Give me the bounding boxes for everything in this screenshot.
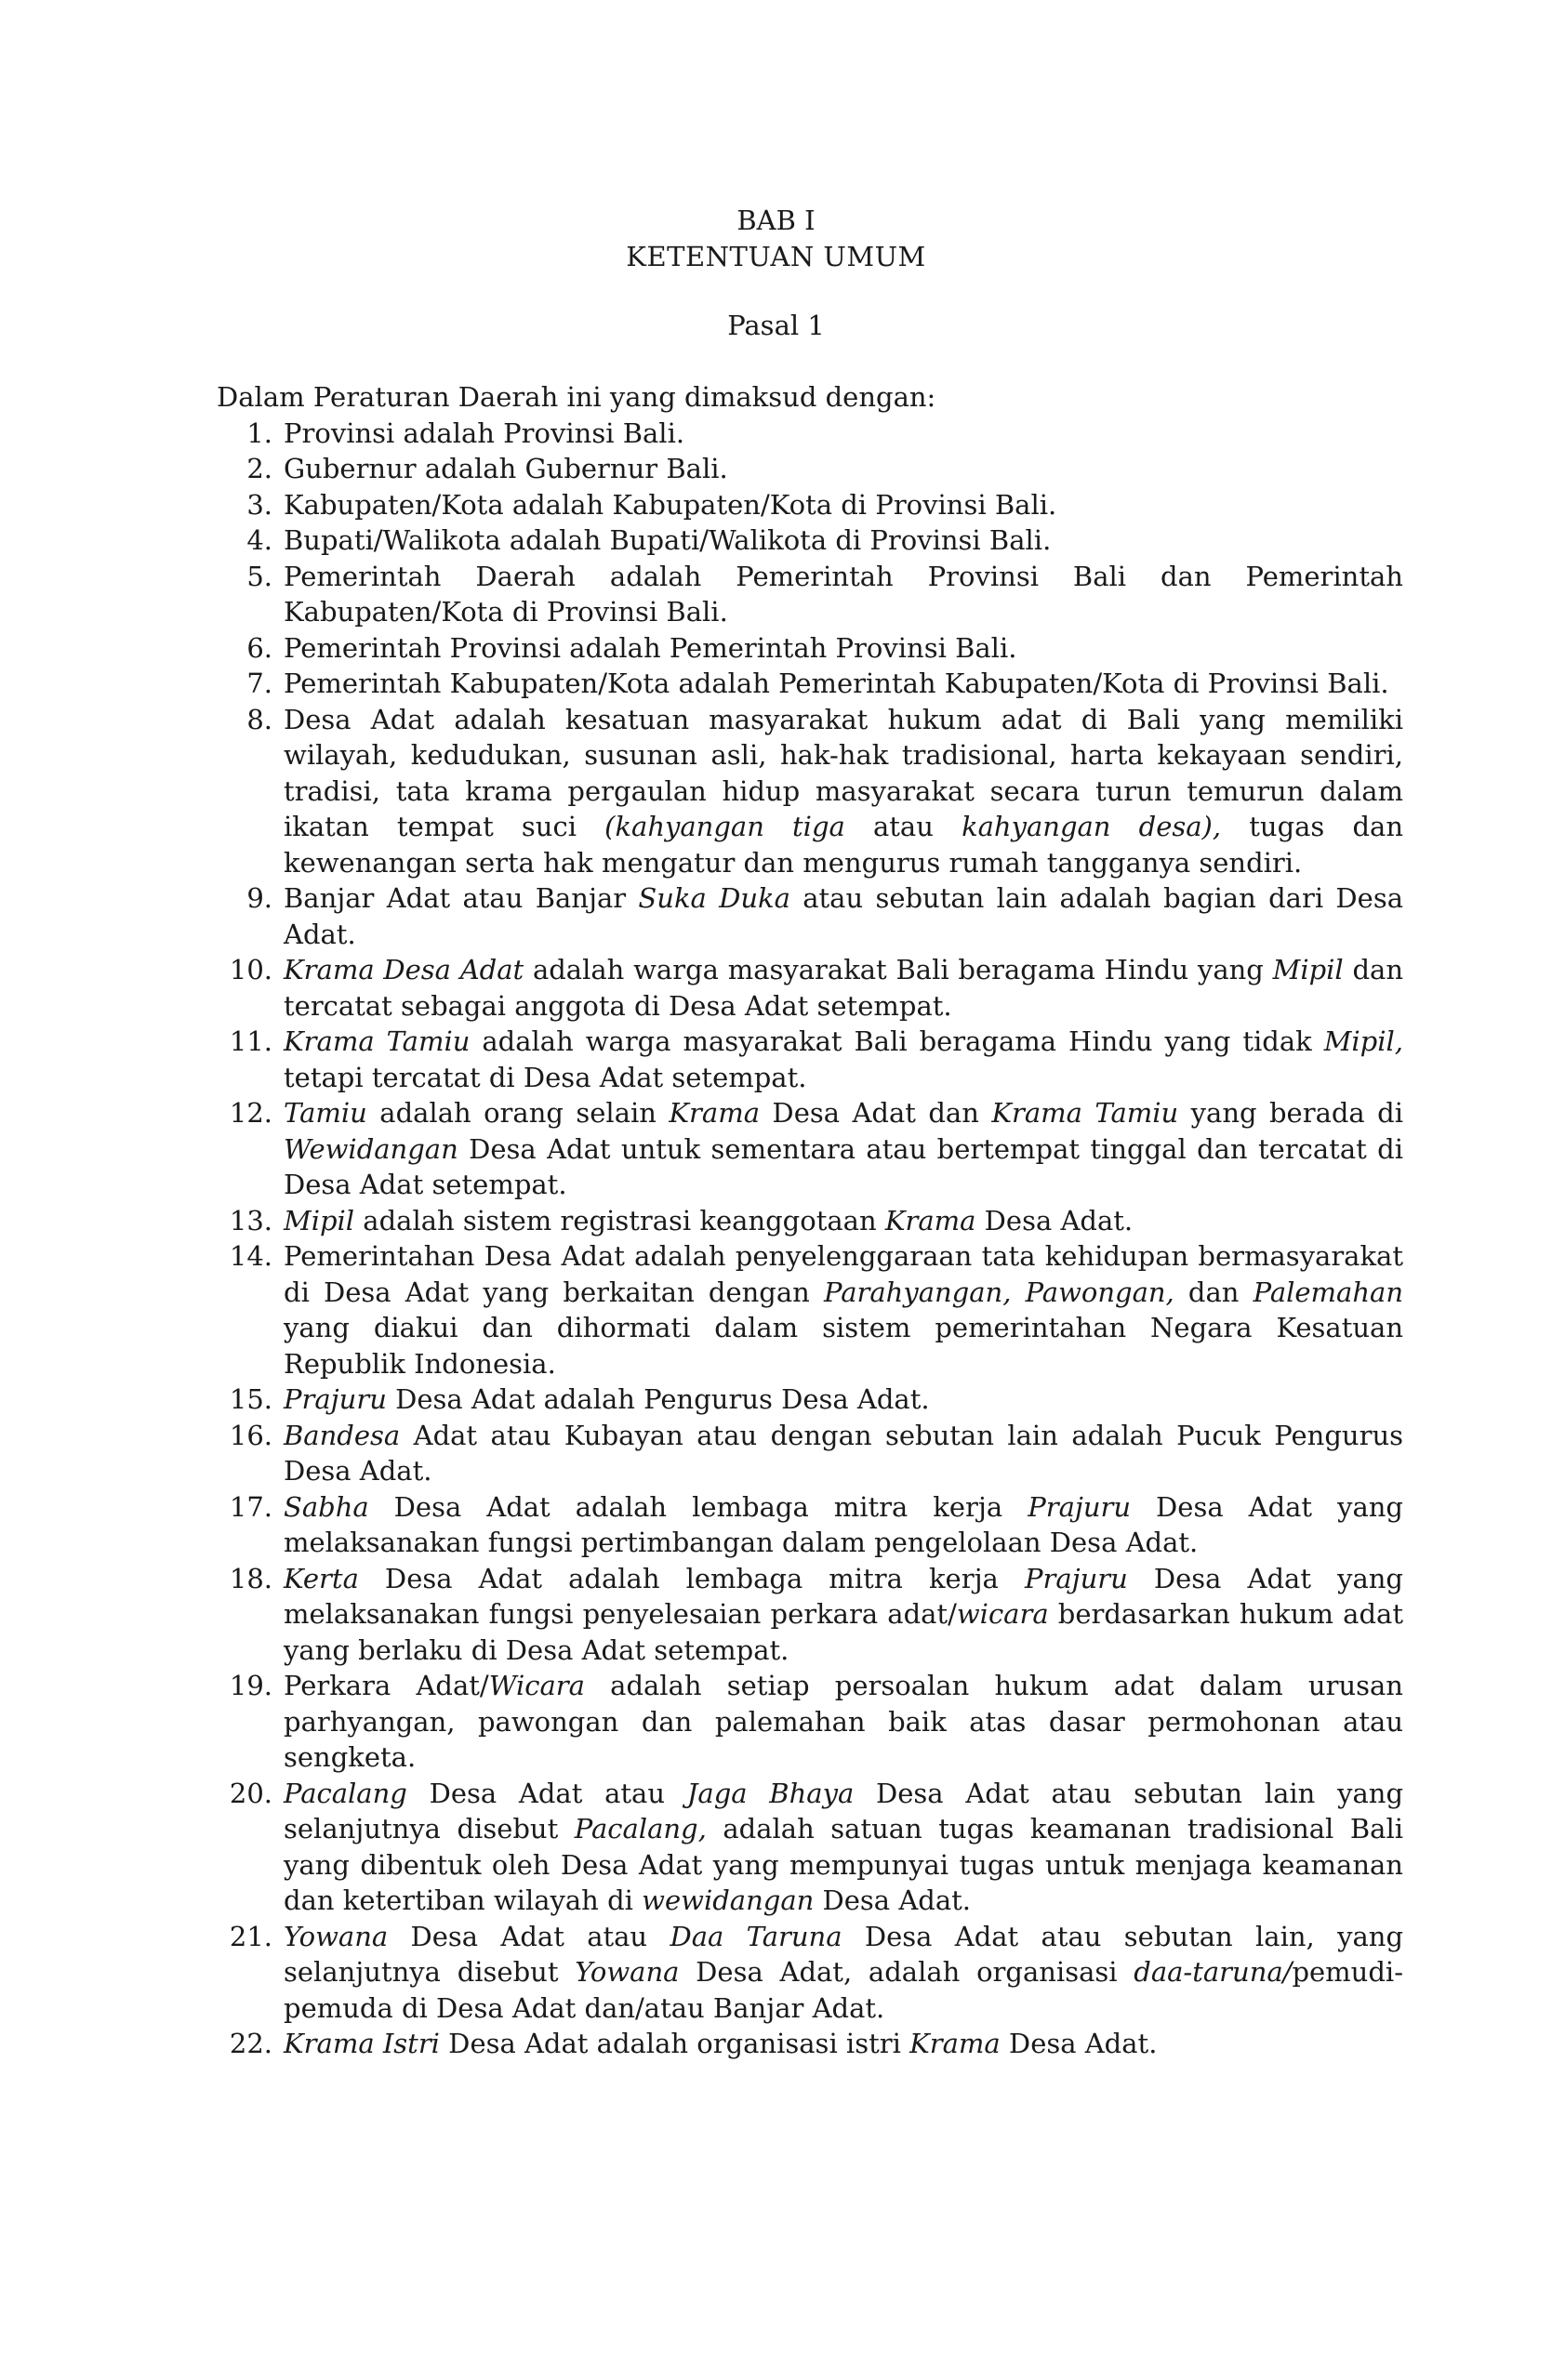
definition-number: 8. bbox=[246, 703, 272, 735]
definition-list bbox=[217, 416, 1403, 2062]
definition-number: 19. bbox=[229, 1670, 272, 1701]
italic-term: Wewidangan bbox=[284, 1132, 458, 1165]
italic-term: Prajuru bbox=[1024, 1562, 1128, 1594]
definition-text bbox=[284, 559, 1403, 630]
italic-term: wewidangan bbox=[642, 1884, 815, 1916]
definition-text bbox=[284, 1561, 1403, 1669]
definition-item bbox=[217, 1561, 1403, 1669]
italic-term: Daa Taruna bbox=[670, 1920, 842, 1952]
definition-text bbox=[284, 1668, 1403, 1776]
text-segment: Desa Adat yang melaksanakan fungsi pertimbangan dalam pengelolaan Desa Adat. bbox=[284, 1490, 1403, 1558]
definition-item bbox=[217, 1238, 1403, 1382]
italic-term: Yowana bbox=[575, 1956, 680, 1988]
italic-term: kahyangan desa), bbox=[962, 811, 1222, 842]
text-segment: Banjar Adat atau Banjar bbox=[284, 882, 639, 914]
definition-number: 7. bbox=[246, 668, 272, 699]
definition-item bbox=[217, 451, 1403, 487]
text-segment: Provinsi adalah Provinsi Bali. bbox=[284, 416, 685, 449]
definition-text bbox=[284, 487, 1403, 523]
definition-item bbox=[217, 952, 1403, 1024]
italic-term: Mipil bbox=[1272, 954, 1344, 985]
definition-item bbox=[217, 559, 1403, 630]
italic-term: Prajuru bbox=[284, 1383, 387, 1415]
definition-item bbox=[217, 1203, 1403, 1239]
text-segment: Desa Adat. bbox=[814, 1884, 971, 1916]
article-title: Pasal 1 bbox=[727, 310, 825, 341]
definition-number: 20. bbox=[229, 1777, 272, 1809]
text-segment: atau sebutan lain adalah bagian dari Desa Adat. bbox=[284, 882, 1403, 950]
text-segment: Gubernur adalah Gubernur Bali. bbox=[284, 453, 728, 484]
italic-term: Krama Desa Adat bbox=[284, 954, 524, 985]
definition-number: 1. bbox=[246, 416, 272, 449]
italic-term: Tamiu bbox=[284, 1097, 367, 1129]
definition-text bbox=[284, 522, 1403, 559]
definition-text bbox=[284, 1776, 1403, 1919]
definition-number: 11. bbox=[229, 1025, 272, 1057]
text-segment: Desa Adat, adalah organisasi bbox=[679, 1956, 1134, 1988]
italic-term: Mipil, bbox=[1323, 1025, 1403, 1057]
definition-text bbox=[284, 1238, 1403, 1382]
text-segment: pemudi-pemuda di Desa Adat dan/atau Banjar Adat. bbox=[284, 1956, 1403, 2024]
text-segment: Desa Adat atau bbox=[406, 1777, 687, 1809]
definition-text bbox=[284, 451, 1403, 487]
definition-number: 3. bbox=[246, 488, 272, 521]
text-segment: yang diakui dan dihormati dalam sistem pemerintahan Negara Kesatuan Republik Indonesia. bbox=[284, 1312, 1403, 1380]
definition-text bbox=[284, 952, 1403, 1024]
definition-item bbox=[217, 1668, 1403, 1776]
italic-term: (kahyangan tiga bbox=[604, 811, 845, 842]
definition-item bbox=[217, 1418, 1403, 1489]
text-segment: dan tercatat sebagai anggota di Desa Adat setempat. bbox=[284, 954, 1404, 1022]
definition-item bbox=[217, 1489, 1403, 1561]
italic-term: Palemahan bbox=[1253, 1276, 1403, 1308]
text-segment: Perkara Adat/ bbox=[284, 1670, 489, 1701]
text-segment: adalah sistem registrasi keanggotaan bbox=[354, 1204, 885, 1236]
definition-number: 2. bbox=[246, 453, 272, 484]
italic-term: Krama bbox=[909, 2028, 1001, 2059]
definition-item bbox=[217, 1919, 1403, 2027]
text-segment: Kabupaten/Kota adalah Kabupaten/Kota di Provinsi Bali. bbox=[284, 488, 1057, 521]
definition-item bbox=[217, 2026, 1403, 2062]
definition-number: 21. bbox=[229, 1920, 272, 1952]
italic-term: Kerta bbox=[284, 1562, 359, 1594]
text-segment: berdasarkan hukum adat yang berlaku di Desa Adat setempat. bbox=[284, 1598, 1403, 1666]
definition-number: 14. bbox=[229, 1240, 272, 1272]
italic-term: Krama bbox=[884, 1204, 976, 1236]
italic-term: Bandesa bbox=[284, 1419, 401, 1451]
definition-item bbox=[217, 1776, 1403, 1919]
text-segment: Desa Adat adalah lembaga mitra kerja bbox=[358, 1562, 1025, 1594]
definition-text bbox=[284, 1489, 1403, 1561]
definition-number: 13. bbox=[229, 1204, 272, 1236]
intro-text: Dalam Peraturan Daerah ini yang dimaksud dengan: bbox=[217, 381, 936, 413]
definition-text bbox=[284, 1203, 1403, 1239]
definition-text bbox=[284, 2026, 1403, 2062]
italic-term: Prajuru bbox=[1028, 1490, 1132, 1523]
text-segment: Desa Adat atau bbox=[388, 1920, 670, 1952]
definition-text bbox=[284, 880, 1403, 952]
text-segment: adalah warga masyarakat Bali beragama Hindu yang bbox=[524, 954, 1273, 985]
italic-term: Krama bbox=[669, 1097, 760, 1129]
italic-term: Pacalang, bbox=[574, 1813, 707, 1844]
text-segment: tugas dan kewenangan serta hak mengatur dan mengurus rumah tangganya sendiri. bbox=[284, 811, 1403, 879]
text-segment: dan bbox=[1174, 1276, 1254, 1308]
text-segment: tetapi tercatat di Desa Adat setempat. bbox=[284, 1061, 807, 1093]
italic-term: Mipil bbox=[284, 1204, 355, 1236]
definition-text bbox=[284, 1024, 1403, 1095]
italic-term: wicara bbox=[956, 1598, 1049, 1630]
definition-item bbox=[217, 1382, 1403, 1418]
italic-term: Parahyangan, Pawongan, bbox=[823, 1276, 1174, 1308]
italic-term: Krama Tamiu bbox=[991, 1097, 1179, 1129]
italic-term: Suka Duka bbox=[638, 882, 790, 914]
text-segment: Pemerintah Kabupaten/Kota adalah Pemerintah Kabupaten/Kota di Provinsi Bali. bbox=[284, 668, 1389, 699]
italic-term: Jaga Bhaya bbox=[686, 1777, 855, 1809]
definition-number: 10. bbox=[229, 954, 272, 985]
definition-number: 9. bbox=[246, 882, 272, 914]
definition-text bbox=[284, 1095, 1403, 1203]
article-body bbox=[217, 379, 1403, 2062]
italic-term: Krama Tamiu bbox=[284, 1025, 471, 1057]
definition-item bbox=[217, 416, 1403, 452]
italic-term: Krama Istri bbox=[284, 2028, 440, 2059]
definition-number: 15. bbox=[229, 1383, 272, 1415]
text-segment: Adat atau Kubayan atau dengan sebutan lain adalah Pucuk Pengurus Desa Adat. bbox=[284, 1419, 1403, 1487]
definition-item bbox=[217, 1095, 1403, 1203]
definition-text bbox=[284, 1919, 1403, 2027]
italic-term: Sabha bbox=[284, 1490, 369, 1523]
text-segment: Pemerintah Provinsi adalah Pemerintah Provinsi Bali. bbox=[284, 631, 1017, 664]
italic-term: daa-taruna/ bbox=[1134, 1956, 1293, 1988]
text-segment: Desa Adat. bbox=[1000, 2028, 1158, 2059]
text-segment: adalah satuan tugas keamanan tradisional Bali yang dibentuk oleh Desa Adat yang mempunyai tugas untuk menjaga keamanan dan ketertiban wilayah di bbox=[284, 1813, 1403, 1916]
definition-number: 5. bbox=[246, 560, 272, 592]
text-segment: Pemerintah Daerah adalah Pemerintah Provinsi Bali dan Pemerintah Kabupaten/Kota di Provinsi Bali. bbox=[284, 560, 1403, 628]
definition-number: 12. bbox=[229, 1097, 272, 1129]
text-segment: Desa Adat atau sebutan lain yang selanjutnya disebut bbox=[284, 1777, 1404, 1844]
text-segment: adalah orang selain bbox=[366, 1097, 670, 1129]
definition-text bbox=[284, 416, 1403, 452]
definition-text bbox=[284, 630, 1403, 667]
text-segment: atau bbox=[844, 811, 962, 842]
text-segment: Desa Adat adalah organisasi istri bbox=[439, 2028, 910, 2059]
definition-number: 4. bbox=[246, 524, 272, 556]
definition-number: 6. bbox=[246, 631, 272, 664]
definition-number: 17. bbox=[229, 1490, 272, 1523]
text-segment: Desa Adat yang melaksanakan fungsi penyelesaian perkara adat/ bbox=[284, 1562, 1403, 1630]
text-segment: Desa Adat adalah lembaga mitra kerja bbox=[368, 1490, 1028, 1523]
text-segment: Desa Adat adalah kesatuan masyarakat hukum adat di Bali yang memiliki wilayah, kedudukan, susunan asli, hak-hak tradisional, harta kekayaan sendiri, tradisi, tata krama pergaulan hidup masyarakat secara turun temurun dalam ikatan tempat suci bbox=[284, 703, 1403, 842]
text-segment: Pemerintahan Desa Adat adalah penyelenggaraan tata kehidupan bermasyarakat di Desa Adat yang berkaitan dengan bbox=[284, 1240, 1403, 1308]
definition-text bbox=[284, 1382, 1403, 1418]
definition-text bbox=[284, 702, 1403, 881]
text-segment: Desa Adat atau sebutan lain, yang selanjutnya disebut bbox=[284, 1920, 1404, 1988]
text-segment: Bupati/Walikota adalah Bupati/Walikota di Provinsi Bali. bbox=[284, 524, 1052, 556]
text-segment: Desa Adat dan bbox=[760, 1097, 992, 1129]
text-segment: adalah warga masyarakat Bali beragama Hindu yang tidak bbox=[470, 1025, 1324, 1057]
text-segment: Desa Adat adalah Pengurus Desa Adat. bbox=[386, 1383, 930, 1415]
definition-item bbox=[217, 880, 1403, 952]
chapter-number: BAB I bbox=[736, 205, 816, 236]
text-segment: yang berada di bbox=[1178, 1097, 1403, 1129]
definition-item bbox=[217, 702, 1403, 881]
italic-term: Yowana bbox=[284, 1920, 389, 1952]
definition-text bbox=[284, 666, 1403, 702]
text-segment: Desa Adat untuk sementara atau bertempat tinggal dan tercatat di Desa Adat setempat. bbox=[284, 1132, 1403, 1200]
definition-number: 18. bbox=[229, 1562, 272, 1594]
text-segment: Desa Adat. bbox=[975, 1204, 1134, 1236]
definition-item bbox=[217, 630, 1403, 667]
chapter-title: KETENTUAN UMUM bbox=[626, 241, 926, 272]
italic-term: Wicara bbox=[488, 1670, 585, 1701]
italic-term: Pacalang bbox=[284, 1777, 407, 1809]
definition-item bbox=[217, 487, 1403, 523]
definition-item bbox=[217, 666, 1403, 702]
definition-item bbox=[217, 522, 1403, 559]
definition-number: 22. bbox=[229, 2028, 272, 2059]
text-segment: adalah setiap persoalan hukum adat dalam urusan parhyangan, pawongan dan palemahan baik atas dasar permohonan atau sengketa. bbox=[284, 1670, 1403, 1773]
definition-item bbox=[217, 1024, 1403, 1095]
definition-text bbox=[284, 1418, 1403, 1489]
definition-number: 16. bbox=[229, 1419, 272, 1451]
